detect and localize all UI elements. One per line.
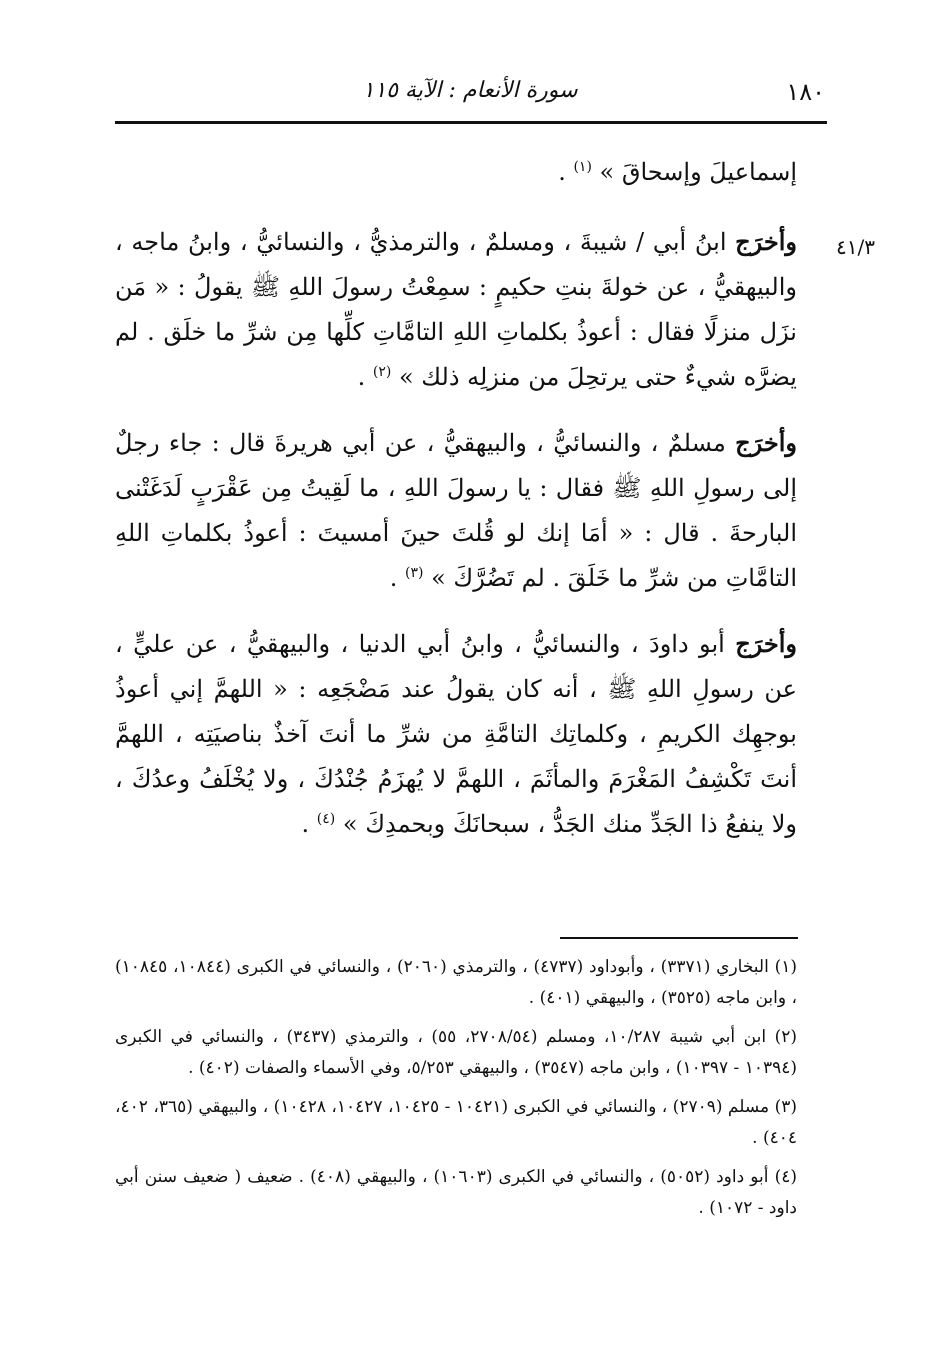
footnote-ref-1[interactable]: (١) <box>573 159 592 175</box>
running-title: سورة الأنعام : الآية ١١٥ <box>362 78 578 103</box>
paragraph-end: . <box>389 564 406 592</box>
margin-volume-ref: ٤١/٣ <box>836 235 875 259</box>
paragraph-text: إسماعيلَ وإسحاقَ » <box>591 158 797 186</box>
paragraph-lead: وأخرَج <box>735 629 798 658</box>
paragraph-1 <box>115 150 797 195</box>
footnote-ref-3[interactable]: (٣) <box>405 565 424 581</box>
footnote-ref-4[interactable]: (٤) <box>316 811 336 827</box>
footnote-4: (٤) أبو داود (٥٠٥٢) ، والنسائي في الكبرى (١٠٦٠٣) ، والبيهقي (٤٠٨) . ضعيف ( ضعيف سنن أبي داود - ١٠٧٢) . <box>115 1167 797 1218</box>
paragraph-3 <box>115 420 797 601</box>
page-number: ١٨٠ <box>786 78 825 106</box>
footnote-3: (٣) مسلم (٢٧٠٩) ، والنسائي في الكبرى (١٠٤٢١ - ١٠٤٢٥، ١٠٤٢٧، ١٠٤٢٨) ، والبيهقي (٣٦٥، ٤٠٢، ٤٠٤) . <box>115 1097 798 1148</box>
footnote-separator <box>560 937 798 939</box>
paragraph-text: ابنُ أبي / شيبةَ ، ومسلمٌ ، والترمذيُّ ، والنسائيُّ ، وابنُ ماجه ، والبيهقيُّ ، عن خولةَ بنتِ حكيمٍ : سمِعْتُ رسولَ اللهِ ﷺ يقولُ : « مَن نزَل منزلًا فقال : أعوذُ بكلماتِ اللهِ التامَّاتِ كلِّها مِن شرِّ ما خلَق . لم يضرَّه شيءٌ حتى يرتحِلَ من منزلِه ذلك » <box>115 228 797 391</box>
paragraph-text: مسلمٌ ، والنسائيُّ ، والبيهقيُّ ، عن أبي هريرةَ قال : جاء رجلٌ إلى رسولِ اللهِ ﷺ فقال : يا رسولَ اللهِ ، ما لَقِيتُ مِن عَقْرَبٍ لَدَغَتْنى البارحةَ . قال : « أمَا إنك لو قُلتَ حينَ أمسيتَ : أعوذُ بكلماتِ اللهِ التامَّاتِ من شرِّ ما خَلَقَ . لم تَضُرَّكَ » <box>115 429 797 592</box>
footnotes <box>115 952 797 1232</box>
page-header <box>115 74 825 114</box>
paragraph-text: أبو داودَ ، والنسائيُّ ، وابنُ أبي الدنيا ، والبيهقيُّ ، عن عليٍّ ، عن رسولِ اللهِ ﷺ ، أنه كان يقولُ عند مَضْجَعِه : « اللهمَّ إني أعوذُ بوجهِك الكريمِ ، وكلماتِك التامَّةِ من شرِّ ما أنتَ آخذٌ بناصيَتِه ، اللهمَّ أنتَ تَكْشِفُ المَغْرَمَ والمأثَمَ ، اللهمَّ لا يُهزَمُ جُنْدُكَ ، ولا يُخْلَفُ وعدُكَ ، ولا ينفعُ ذا الجَدِّ منك الجَدُّ ، سبحانَكَ وبحمدِكَ » <box>115 630 797 838</box>
footnote-ref-2[interactable]: (٢) <box>372 364 392 380</box>
paragraph-lead: وأخرَج <box>735 227 797 256</box>
footnote-1: (١) البخاري (٣٣٧١) ، وأبوداود (٤٧٣٧) ، والترمذي (٢٠٦٠) ، والنسائي في الكبرى (١٠٨٤٤، ١٠٨٤٥) ، وابن ماجه (٣٥٢٥) ، والبيهقي (٤٠١) . <box>115 957 798 1008</box>
footnote-2: (٢) ابن أبي شيبة ١٠/٢٨٧، ومسلم (٢٧٠٨/٥٤، ٥٥) ، والترمذي (٣٤٣٧) ، والنسائي في الكبرى (١٠٣٩٤ - ١٠٣٩٧) ، وابن ماجه (٣٥٤٧) ، والبيهقي ٥/٢٥٣، وفي الأسماء والصفات (٤٠٢) . <box>115 1027 797 1078</box>
paragraph-2 <box>115 219 875 400</box>
paragraph-end: . <box>301 810 317 838</box>
header-rule <box>115 121 827 124</box>
paragraph-4 <box>115 621 797 847</box>
paragraph-end: . <box>558 158 574 186</box>
body-text <box>115 150 875 867</box>
paragraph-end: . <box>357 363 373 391</box>
paragraph-lead: وأخرَج <box>735 428 797 457</box>
